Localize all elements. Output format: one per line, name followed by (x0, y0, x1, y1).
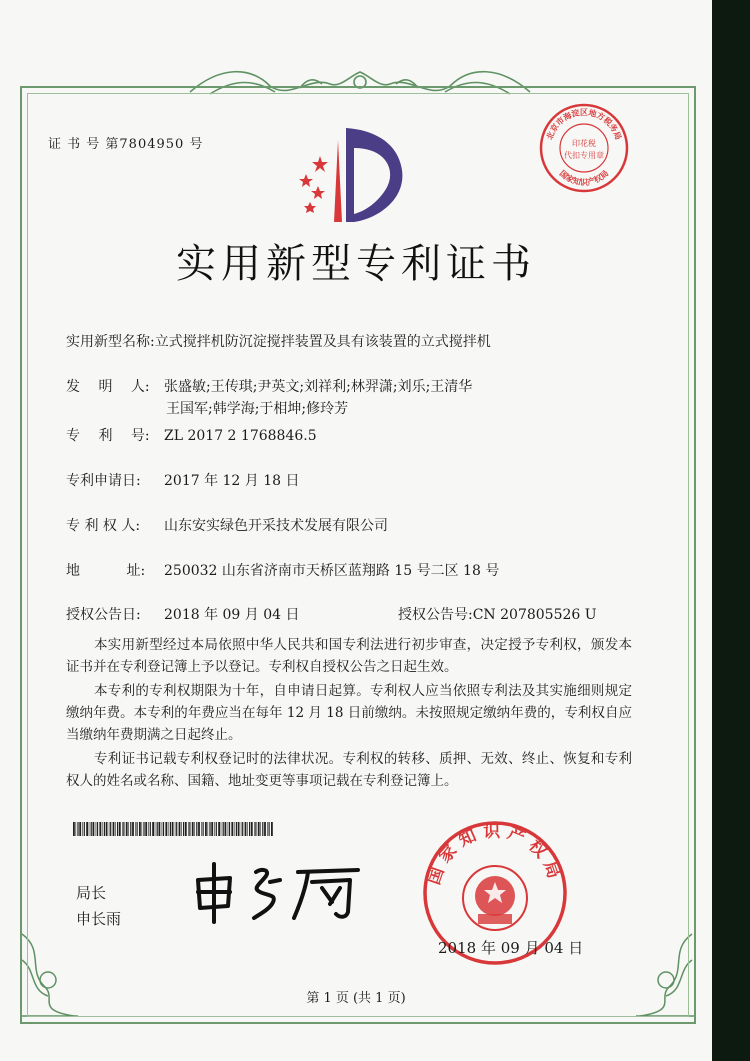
utility-model-name-row (66, 331, 491, 351)
inventor-label: 发 明 人: (66, 379, 150, 395)
application-date-value: 2017 年 12 月 18 日 (164, 473, 300, 489)
director-name: 申长雨 (76, 910, 122, 928)
patentee-label: 专 利 权 人: (66, 518, 141, 534)
scan-edge-bar (712, 0, 750, 1061)
paragraph-2: 本专利的专利权期限为十年，自申请日起算。专利权人应当依照专利法及其实施细则规定缴纳年费。本专利的年费应当在每年 12 月 18 日前缴纳。未按照规定缴纳年费的，专利权自应当缴纳年费期满之日起终止。 (66, 683, 632, 743)
utility-model-name-label: 实用新型名称: (66, 334, 155, 350)
inventor-line1: 张盛敏;王传琪;尹英文;刘祥利;林羿潇;刘乐;王清华 (164, 379, 473, 395)
tax-stamp-ring-text: 北京市海淀区地方税务局 (545, 108, 623, 141)
grant-number-label: 授权公告号: (398, 607, 473, 623)
paragraph-1: 本实用新型经过本局依照中华人民共和国专利法进行初步审查，决定授予专利权，颁发本证书并在专利登记簿上予以登记。专利权自授权公告之日起生效。 (66, 637, 632, 675)
patent-number-row (66, 425, 317, 445)
director-signature (190, 858, 370, 924)
application-date-label: 专利申请日: (66, 473, 141, 489)
director-title: 局长 (76, 884, 107, 902)
certificate-number-suffix: 号 (189, 137, 204, 152)
seal-ring-text: 国家知识产权局 (424, 821, 566, 888)
svg-text:国家知识产权局 (558, 168, 611, 187)
address-row (66, 560, 499, 580)
signing-date: 2018 年 09 月 04 日 (438, 939, 584, 957)
address-label: 地 址: (66, 563, 146, 579)
certificate-number-value: 7804950 (119, 137, 185, 152)
grant-number-row (398, 604, 597, 624)
patentee-row (66, 515, 388, 535)
patent-number-value: ZL 2017 2 1768846.5 (164, 428, 317, 444)
certificate-title: 实用新型专利证书 (176, 241, 536, 287)
patent-number-label: 专 利 号: (66, 428, 150, 444)
address-value: 250032 山东省济南市天桥区蓝翔路 15 号二区 18 号 (164, 563, 500, 579)
grant-date-row (66, 604, 300, 624)
tax-stamp-center-line2: 代扣专用章 (564, 151, 604, 160)
inventor-line2: 王国军;韩学海;于相坤;修玲芳 (166, 401, 349, 417)
tax-stamp-bottom-text: 国家知识产权局 (557, 168, 611, 187)
inventor-row (66, 376, 472, 396)
application-date-row (66, 470, 300, 490)
grant-date-label: 授权公告日: (66, 607, 141, 623)
certificate-number-label: 证 书 号 第 (48, 137, 120, 152)
tax-stamp-center-line1: 印花税 (572, 139, 596, 148)
utility-model-name-value: 立式搅拌机防沉淀搅拌装置及具有该装置的立式搅拌机 (154, 334, 491, 350)
grant-number-value: CN 207805526 U (472, 607, 597, 623)
page-number: 第 1 页 (共 1 页) (306, 991, 406, 1006)
patentee-value: 山东安实绿色开采技术发展有限公司 (164, 518, 388, 534)
barcode (73, 822, 273, 836)
certificate-number (48, 133, 203, 152)
paragraph-3: 专利证书记载专利权登记时的法律状况。专利权的转移、质押、无效、终止、恢复和专利权人的姓名或名称、国籍、地址变更等事项记载在专利登记簿上。 (66, 751, 632, 789)
tax-stamp (538, 102, 630, 194)
inventor-row-2 (166, 398, 348, 418)
cnipa-emblem-icon (288, 118, 408, 228)
grant-date-value: 2018 年 09 月 04 日 (164, 607, 300, 623)
